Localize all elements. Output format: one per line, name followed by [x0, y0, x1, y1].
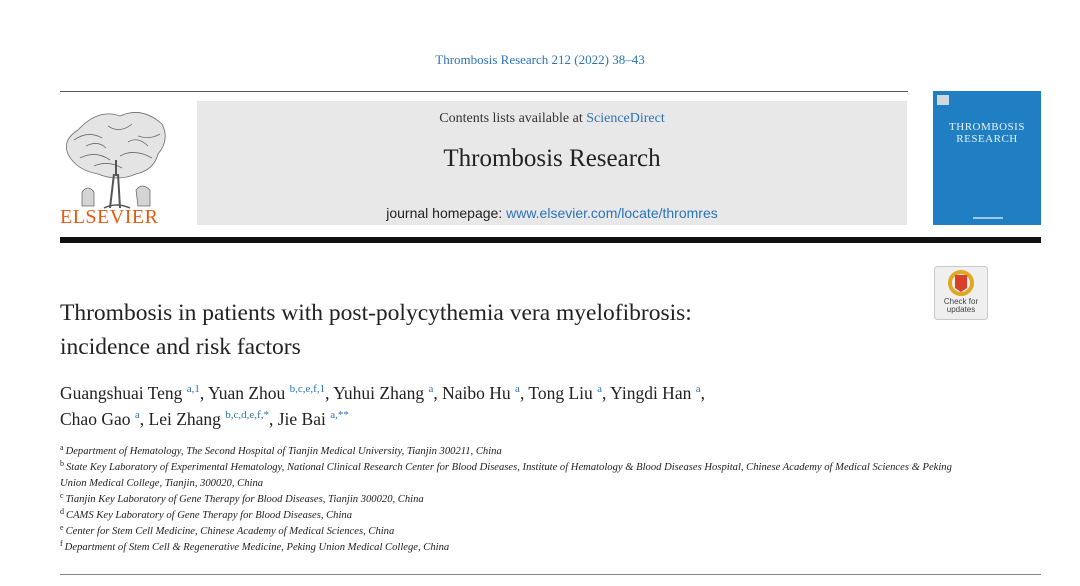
author[interactable]: Yuhui Zhang $^a$ [333, 383, 434, 403]
article-title-line2: incidence and risk factors [60, 334, 301, 360]
author[interactable]: Jie Bai $^{a,**}$ [277, 409, 349, 429]
author-affiliation-marks[interactable]: b,c,e,f,1 [289, 383, 326, 395]
homepage-line [197, 205, 907, 221]
author-affiliation-marks[interactable]: a,1 [186, 383, 200, 395]
journal-cover[interactable] [933, 91, 1041, 225]
journal-citation[interactable] [0, 52, 1080, 68]
cover-footer-bar [973, 217, 1003, 219]
check-for-updates-line1: Check for [943, 297, 979, 306]
author[interactable]: Naibo Hu $^a$ [442, 383, 520, 403]
journal-citation-link[interactable]: Thrombosis Research 212 (2022) 38–43 [435, 52, 645, 67]
author[interactable]: Lei Zhang $^{b,c,d,e,f,*}$ [148, 409, 269, 429]
cover-title [933, 121, 1041, 145]
affiliation-item: $^d$ CAMS Key Laboratory of Gene Therapy for Blood Diseases, China [60, 507, 353, 521]
section-bottom-rule [60, 574, 1041, 575]
homepage-link[interactable]: www.elsevier.com/locate/thromres [506, 205, 718, 221]
affiliation-item: $^f$ Department of Stem Cell & Regenerative Medicine, Peking Union Medical College, China [60, 539, 450, 553]
article-title-line1: Thrombosis in patients with post-polycythemia vera myelofibrosis: [60, 300, 692, 326]
elsevier-wordmark: ELSEVIER [60, 206, 159, 228]
check-for-updates-line2: updates [946, 305, 976, 314]
article-title [60, 296, 880, 364]
author-affiliation-marks[interactable]: a [134, 409, 140, 421]
contents-line [197, 111, 907, 127]
header-thick-rule [60, 237, 1041, 243]
author[interactable]: Chao Gao $^a$ [60, 409, 140, 429]
author[interactable]: Tong Liu $^a$ [528, 383, 603, 403]
journal-title: Thrombosis Research [443, 145, 661, 172]
author-affiliation-marks[interactable]: a [428, 383, 434, 395]
cover-title-line1: THROMBOSIS [949, 121, 1025, 133]
affiliation-item: $^e$ Center for Stem Cell Medicine, Chinese Academy of Medical Sciences, China [60, 523, 395, 537]
header-top-rule [60, 91, 908, 92]
author[interactable]: Yingdi Han $^a$ [610, 383, 701, 403]
check-for-updates-label [934, 298, 988, 314]
affiliation-list [60, 444, 960, 556]
cover-title-line2: RESEARCH [956, 133, 1018, 145]
author-affiliation-marks[interactable]: a,** [330, 409, 349, 421]
author-affiliation-marks[interactable]: b,c,d,e,f,* [225, 409, 269, 421]
author-affiliation-marks[interactable]: a [695, 383, 701, 395]
homepage-prefix: journal homepage: [386, 205, 507, 221]
author[interactable]: Guangshuai Teng $^{a,1}$ [60, 383, 200, 403]
affiliation-item: $^b$ State Key Laboratory of Experimental Hematology, National Clinical Research Center for Blood Diseases, Institute of Hematology & Blood Diseases Hospital, Chinese Academy of Medical Sciences & Peking Union Medical College, Tianjin, 300020, China [60, 459, 952, 489]
author-affiliation-marks[interactable]: a [515, 383, 520, 395]
author-affiliation-marks[interactable]: a [597, 383, 603, 395]
cover-logo-icon [937, 95, 949, 105]
author[interactable]: Yuan Zhou $^{b,c,e,f,1}$ [208, 383, 326, 403]
affiliation-item: $^c$ Tianjin Key Laboratory of Gene Therapy for Blood Diseases, Tianjin 300020, China [60, 491, 424, 505]
affiliation-item: $^a$ Department of Hematology, The Second Hospital of Tianjin Medical University, Tianjin 300211, China [60, 443, 502, 457]
sciencedirect-link[interactable]: ScienceDirect [586, 111, 665, 126]
journal-header-box [197, 101, 907, 225]
contents-prefix: Contents lists available at [439, 111, 587, 126]
author-list: Guangshuai Teng $^{a,1}$, Yuan Zhou $^{b,c,e,f,1}$, Yuhui Zhang $^a$, Naibo Hu $^a$, Tong Liu $^a$, Yingdi Han $^a$, Chao Gao $^a$, Lei Zhang $^{b,c,d,e,f,*}$, Jie Bai $^{a,**}$ [60, 383, 705, 429]
